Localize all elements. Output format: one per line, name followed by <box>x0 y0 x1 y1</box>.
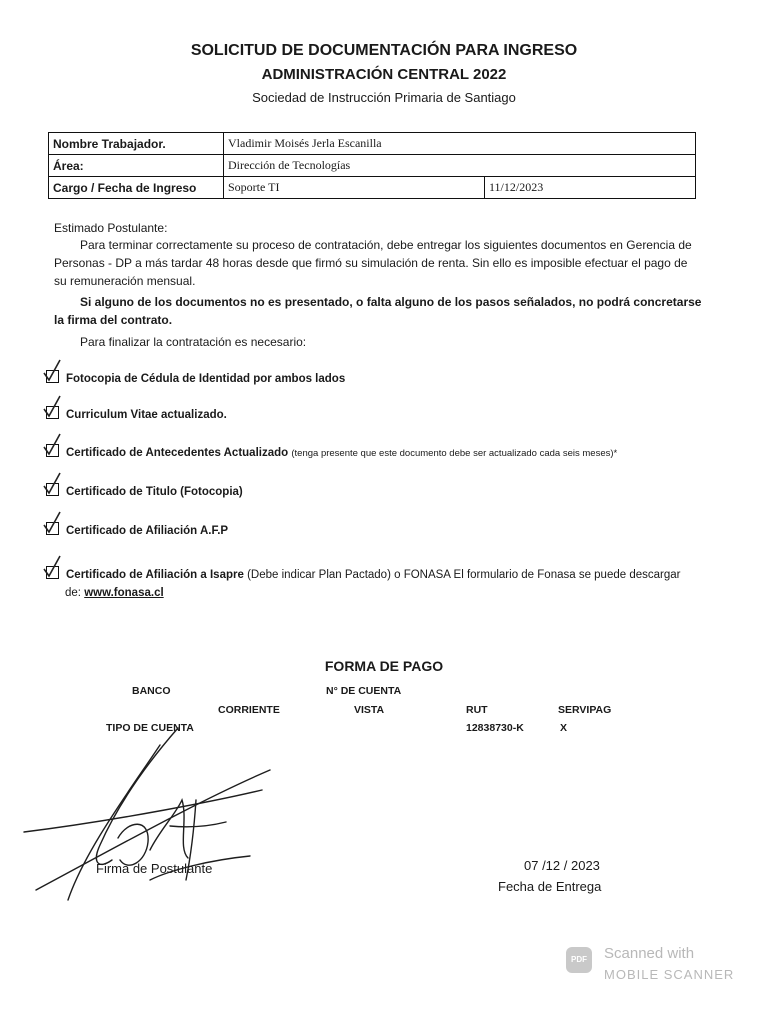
name-value: Vladimir Moisés Jerla Escanilla <box>224 133 696 155</box>
document-subtitle: ADMINISTRACIÓN CENTRAL 2022 <box>261 66 507 83</box>
servipag-mark: X <box>560 722 568 734</box>
greeting: Estimado Postulante: <box>54 221 168 235</box>
area-value: Dirección de Tecnologías <box>224 155 696 177</box>
pdf-icon: PDF <box>566 947 592 973</box>
instructions-paragraph: Para terminar correctamente su proceso de contratación, debe entregar los siguientes documentos en Gerencia de Personas - DP a más tardar 48 horas desde que firmó su simulación de renta. Sin ello es imposible efectuar el pago de su remuneración mensual. <box>54 238 692 288</box>
cargo-label: Cargo / Fecha de Ingreso <box>49 177 224 199</box>
name-label: Nombre Trabajador. <box>49 133 224 155</box>
table-row <box>49 177 696 199</box>
checked-box-icon <box>46 483 59 496</box>
account-number-label: N° DE CUENTA <box>326 685 402 697</box>
item-prefix: de: <box>65 587 81 599</box>
rut-value: 12838730-K <box>466 722 524 734</box>
table-row <box>49 133 696 155</box>
item-label: Certificado de Antecedentes Actualizado <box>66 447 289 459</box>
item-label: Certificado de Afiliación A.F.P <box>66 525 229 537</box>
account-type-label: TIPO DE CUENTA <box>106 722 194 734</box>
checklist-item <box>46 370 716 388</box>
fonasa-link[interactable]: www.fonasa.cl <box>84 587 164 599</box>
checklist-item <box>46 522 716 540</box>
payment-title: FORMA DE PAGO <box>324 658 444 674</box>
checklist-item <box>46 483 716 501</box>
banco-label: BANCO <box>132 685 171 697</box>
document-title: SOLICITUD DE DOCUMENTACIÓN PARA INGRESO <box>190 42 578 59</box>
warning-paragraph: Si alguno de los documentos no es presentado, o falta alguno de los pasos señalados, no podrá concretarse la firma del contrato. <box>54 295 702 327</box>
item-note: (Debe indicar Plan Pactado) o FONASA El formulario de Fonasa se puede descargar <box>247 569 681 581</box>
checklist-item <box>46 444 716 463</box>
corriente-label: CORRIENTE <box>218 704 280 716</box>
checked-box-icon <box>46 406 59 419</box>
delivery-date-label: Fecha de Entrega <box>498 879 602 894</box>
ingreso-date: 11/12/2023 <box>485 177 696 199</box>
cargo-value: Soporte TI <box>224 177 485 199</box>
servipag-label: SERVIPAG <box>558 704 612 716</box>
item-label: Curriculum Vitae actualizado. <box>66 409 227 421</box>
item-note: (tenga presente que este documento debe ser actualizado cada seis meses)* <box>291 448 618 459</box>
watermark-line1: Scanned with <box>604 945 695 962</box>
rut-label: RUT <box>466 704 488 716</box>
delivery-date: 07 /12 / 2023 <box>524 858 600 873</box>
worker-info-table <box>48 132 696 199</box>
table-row <box>49 155 696 177</box>
checked-box-icon <box>46 444 59 457</box>
item-label: Fotocopia de Cédula de Identidad por ambos lados <box>66 373 346 385</box>
checklist-item <box>46 406 716 424</box>
checked-box-icon <box>46 522 59 535</box>
watermark-line2: MOBILE SCANNER <box>604 967 735 982</box>
area-label: Área: <box>49 155 224 177</box>
signature-label: Firma de Postulante <box>96 861 213 876</box>
checked-box-icon <box>46 370 59 383</box>
requirements-intro: Para finalizar la contratación es necesario: <box>80 335 307 349</box>
organization-name: Sociedad de Instrucción Primaria de Santiago <box>252 90 516 105</box>
vista-label: VISTA <box>354 704 385 716</box>
checked-box-icon <box>46 566 59 579</box>
item-label: Certificado de Titulo (Fotocopia) <box>66 486 243 498</box>
item-label: Certificado de Afiliación a Isapre <box>66 569 244 581</box>
checklist-item <box>46 566 716 602</box>
